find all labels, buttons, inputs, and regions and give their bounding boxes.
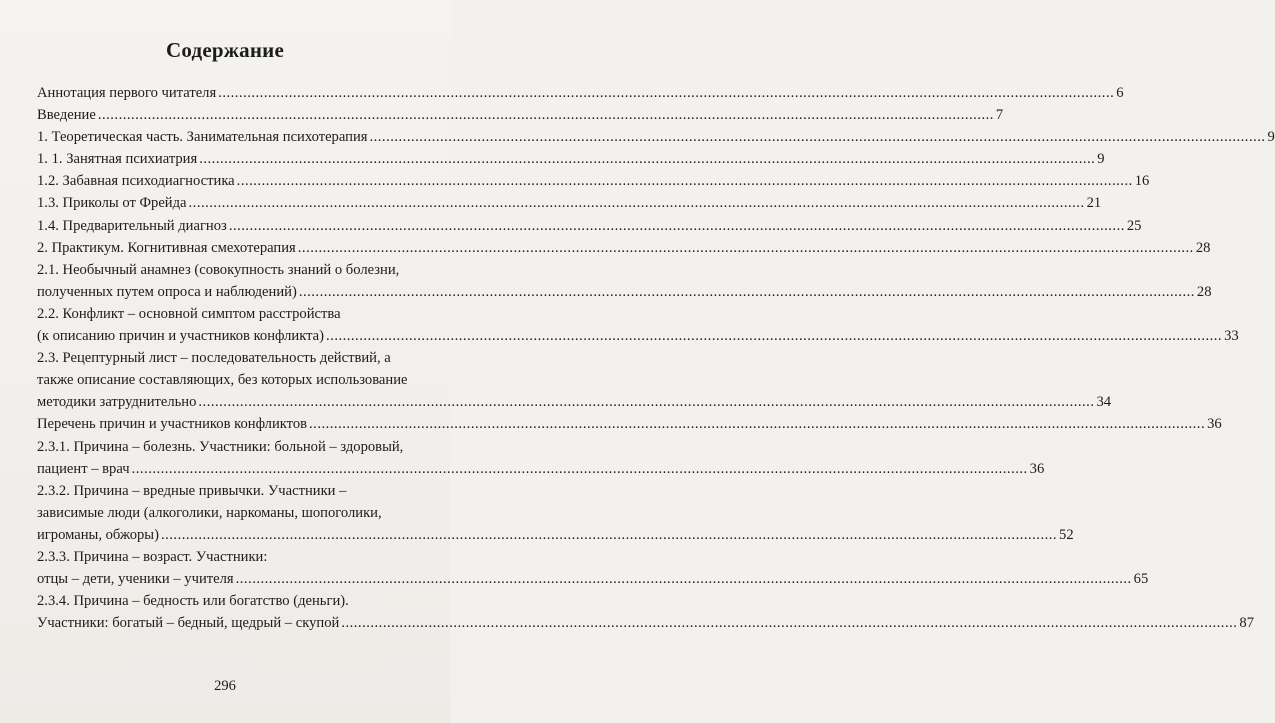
toc-leader-dots: [161, 524, 1057, 546]
toc-entry-text: 2.2. Конфликт – основной симптом расстройства: [37, 305, 341, 322]
toc-entry: [37, 303, 1239, 347]
page-number: 296: [214, 678, 236, 694]
toc-leader-dots: [309, 413, 1205, 435]
toc-entry-line: [37, 237, 1211, 259]
toc-entry: [37, 148, 1105, 170]
toc-entry: [37, 347, 1112, 413]
toc-entry-text: 1. 1. Занятная психиатрия: [37, 151, 198, 168]
toc-entry-text: Аннотация первого читателя: [37, 85, 217, 101]
toc-entry-text: пациент – врач: [37, 460, 130, 477]
toc-entry-text: 1.4. Предварительный диагноз: [37, 217, 227, 234]
toc-entry-text: также описание составляющих, без которых использование: [37, 372, 408, 389]
toc-entry: [37, 590, 1254, 634]
toc-entry-line: [37, 82, 1124, 104]
toc-page-number: 28: [1196, 283, 1212, 300]
toc-leader-dots: [299, 281, 1195, 303]
toc-entry: [37, 259, 1212, 303]
toc-page-number: 9: [1267, 129, 1275, 146]
toc-leader-dots: [237, 170, 1133, 192]
toc-page-number: 33: [1224, 328, 1239, 345]
toc-leader-dots: [132, 458, 1028, 480]
page-title: Содержание: [166, 38, 284, 62]
toc-entry: [37, 104, 1004, 126]
toc-page-number: 34: [1096, 394, 1112, 411]
toc-entry: [37, 546, 1149, 590]
toc-leader-dots: [298, 237, 1194, 259]
toc-entry: [37, 82, 1124, 104]
toc-entry: [37, 436, 1045, 480]
toc-entry-text: Перечень причин и участников конфликтов: [37, 416, 308, 433]
toc-entry-line: [37, 104, 1004, 126]
toc-leader-dots: [326, 325, 1222, 347]
toc-entry-line: [37, 391, 1112, 413]
toc-entry-text: 2.3.4. Причина – бедность или богатство (деньги).: [37, 593, 349, 610]
toc-entry: [37, 237, 1211, 259]
toc-page-number: 52: [1059, 526, 1074, 543]
table-of-contents: [37, 82, 1275, 634]
toc-page-number: 16: [1134, 173, 1150, 190]
toc-entry: [37, 480, 1074, 546]
toc-page-number: 25: [1126, 217, 1142, 234]
toc-entry-text: 1. Теоретическая часть. Занимательная психотерапия: [37, 129, 368, 146]
toc-entry-line: [37, 281, 1212, 303]
toc-entry-text: 2. Практикум. Когнитивная смехотерапия: [37, 239, 296, 256]
toc-leader-dots: [198, 391, 1094, 413]
toc-entry-text: игроманы, обжоры): [37, 526, 159, 543]
toc-entry: [37, 170, 1150, 192]
toc-entry-text: зависимые люди (алкоголики, наркоманы, шопоголики,: [37, 504, 382, 521]
toc-entry-line: [37, 215, 1142, 237]
toc-entry: [37, 126, 1275, 148]
toc-entry-text: 1.3. Приколы от Фрейда: [37, 195, 187, 212]
toc-leader-dots: [341, 612, 1237, 634]
toc-entry-text: Участники: богатый – бедный, щедрый – скупой: [37, 615, 340, 632]
toc-entry-line: [37, 524, 1074, 546]
toc-leader-dots: [236, 568, 1132, 590]
toc-leader-dots: [189, 192, 1085, 214]
toc-entry-line: [37, 170, 1150, 192]
toc-entry: [37, 192, 1102, 214]
toc-entry-text: 2.3.1. Причина – болезнь. Участники: больной – здоровый,: [37, 438, 404, 455]
toc-entry-text: 2.3. Рецептурный лист – последовательность действий, а: [37, 350, 391, 367]
toc-page-number: 36: [1029, 460, 1045, 477]
toc-entry-text: 2.3.3. Причина – возраст. Участники:: [37, 548, 268, 565]
toc-entry-text: (к описанию причин и участников конфликта): [37, 328, 325, 345]
toc-page-number: 65: [1133, 571, 1149, 588]
toc-entry-line: [37, 458, 1045, 480]
toc-leader-dots: [229, 215, 1125, 237]
toc-entry: [37, 413, 1222, 435]
toc-leader-dots: [218, 82, 1114, 104]
toc-leader-dots: [98, 104, 994, 126]
toc-entry-text: полученных путем опроса и наблюдений): [37, 283, 297, 300]
toc-entry-line: [37, 126, 1275, 148]
toc-page-number: 28: [1195, 239, 1211, 256]
toc-page-number: 36: [1207, 416, 1222, 433]
toc-leader-dots: [199, 148, 1095, 170]
toc-entry-line: [37, 148, 1105, 170]
toc-entry-line: [37, 568, 1149, 590]
toc-entry-text: Введение: [37, 107, 96, 124]
toc-entry-text: 2.3.2. Причина – вредные привычки. Участники –: [37, 482, 347, 499]
toc-leader-dots: [369, 126, 1265, 148]
toc-page-number: 87: [1239, 615, 1254, 632]
toc-page-number: 7: [995, 107, 1004, 124]
toc-entry-text: отцы – дети, ученики – учителя: [37, 571, 234, 588]
toc-page-number: 6: [1116, 85, 1124, 101]
toc-entry-line: [37, 612, 1254, 634]
toc-entry-text: 2.1. Необычный анамнез (совокупность знаний о болезни,: [37, 261, 400, 278]
toc-page-number: 9: [1097, 151, 1105, 168]
toc-entry-line: [37, 325, 1239, 347]
toc-entry: [37, 215, 1142, 237]
toc-entry-text: 1.2. Забавная психодиагностика: [37, 173, 235, 190]
toc-entry-line: [37, 413, 1222, 435]
toc-page-number: 21: [1086, 195, 1102, 212]
toc-entry-text: методики затруднительно: [37, 394, 197, 411]
toc-entry-line: [37, 192, 1102, 214]
